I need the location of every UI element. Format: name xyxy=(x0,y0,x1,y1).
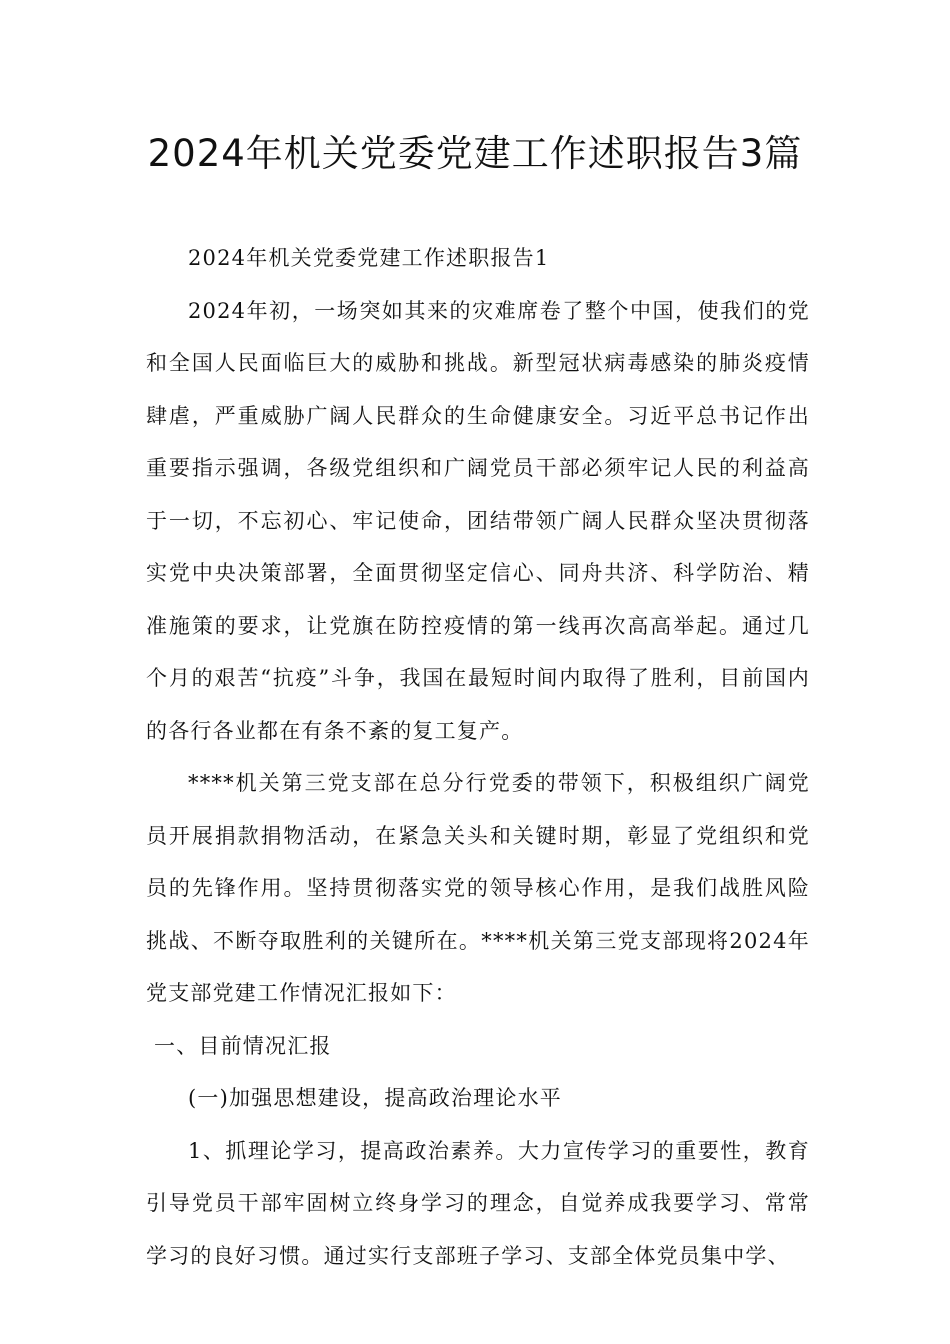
document-body xyxy=(146,232,810,1282)
item-paragraph-1: 1、抓理论学习，提高政治素养。大力宣传学习的重要性，教育引导党员干部牢固树立终身学习的理念，自觉养成我要学习、常常学习的良好习惯。通过实行支部班子学习、支部全体党员集中学、 xyxy=(146,1138,810,1268)
report-subtitle: 2024年机关党委党建工作述职报告1 xyxy=(188,246,550,270)
body-paragraph-1: 2024年初，一场突如其来的灾难席卷了整个中国，使我们的党和全国人民面临巨大的威胁和挑战。新型冠状病毒感染的肺炎疫情肆虐，严重威胁广阔人民群众的生命健康安全。习近平总书记作出重要指示强调，各级党组织和广阔党员干部必须牢记人民的利益高于一切，不忘初心、牢记使命，团结带领广阔人民群众坚决贯彻落实党中央决策部署，全面贯彻坚定信心、同舟共济、科学防治、精准施策的要求，让党旗在防控疫情的第一线再次高高举起。通过几个月的艰苦“抗疫”斗争，我国在最短时间内取得了胜利，目前国内的各行各业都在有条不紊的复工复产。 xyxy=(146,298,810,743)
body-paragraph-2: ****机关第三党支部在总分行党委的带领下，积极组织广阔党员开展捐款捐物活动，在紧急关头和关键时期，彰显了党组织和党员的先锋作用。坚持贯彻落实党的领导核心作用，是我们战胜风险挑战、不断夺取胜利的关键所在。****机关第三党支部现将2024年党支部党建工作情况汇报如下： xyxy=(146,771,810,1005)
subsection-heading: (一)加强思想建设，提高政治理论水平 xyxy=(188,1086,562,1110)
document-title: 2024年机关党委党建工作述职报告3篇 xyxy=(147,132,803,175)
section-heading: 一、目前情况汇报 xyxy=(154,1033,332,1058)
